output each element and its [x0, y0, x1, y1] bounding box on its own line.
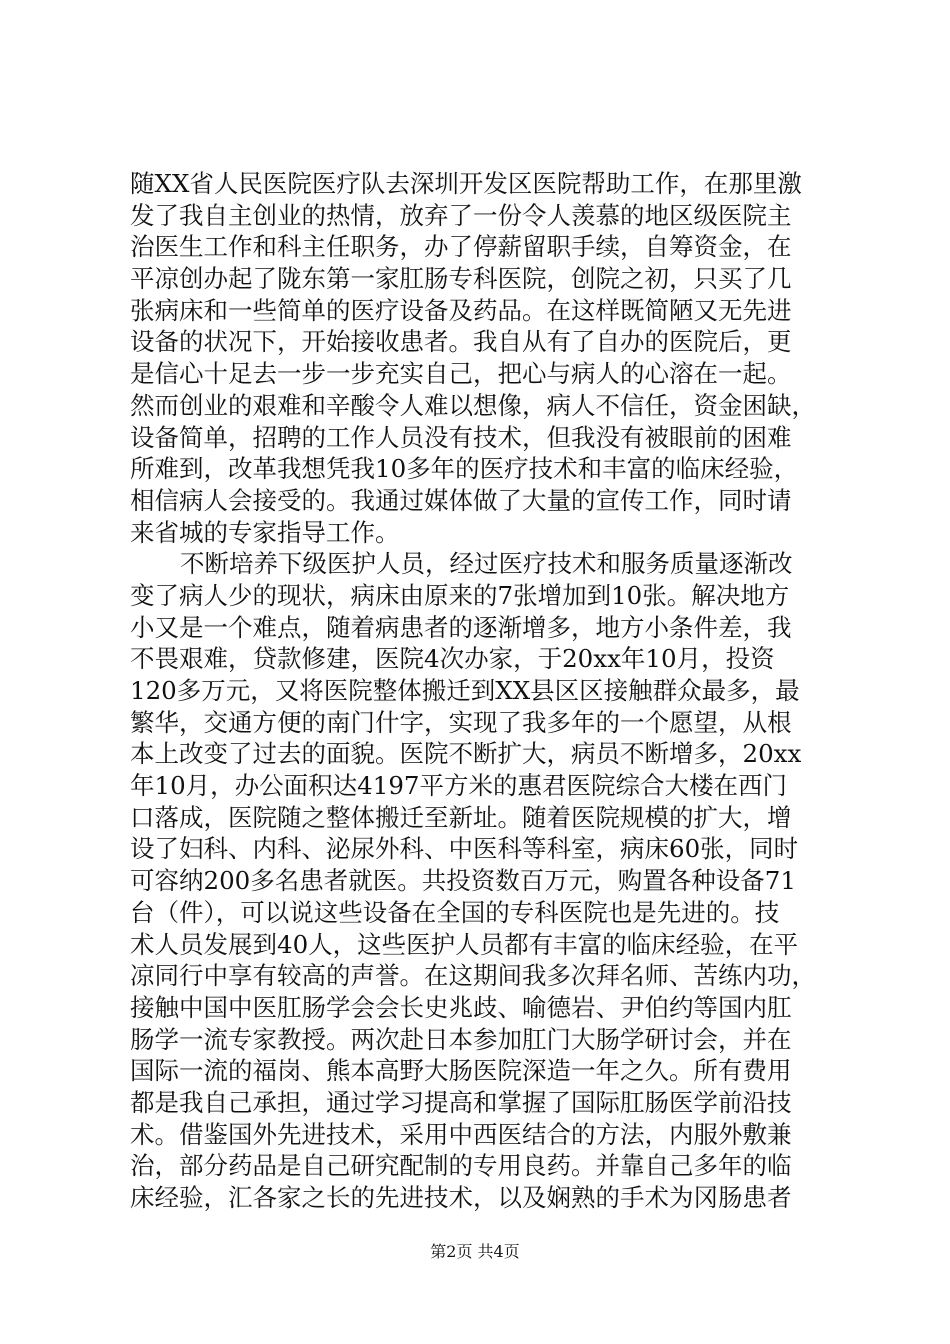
text-line: 小又是一个难点，随着病患者的逐渐增多，地方小条件差，我 [130, 612, 792, 642]
text-line: 接触中国中医肛肠学会会长史兆歧、喻德岩、尹伯约等国内肛 [130, 992, 792, 1022]
text-line: 发了我自主创业的热情，放弃了一份令人羡慕的地区级医院主 [130, 200, 792, 230]
text-line: 然而创业的艰难和辛酸令人难以想像，病人不信任，资金困缺， [130, 390, 816, 420]
text-line: 台（件），可以说这些设备在全国的专科医院也是先进的。技 [130, 897, 780, 927]
text-line: 可容纳200多名患者就医。共投资数百万元，购置各种设备71 [130, 866, 796, 896]
page-number-footer: 第2页 共4页 [430, 1242, 520, 1261]
body-text [130, 168, 830, 1214]
text-line: 治医生工作和科主任职务，办了停薪留职手续，自筹资金，在 [130, 232, 792, 262]
text-line: 术。借鉴国外先进技术，采用中西医结合的方法，内服外敷兼 [130, 1119, 792, 1149]
text-line: 来省城的专家指导工作。 [130, 517, 400, 547]
text-line: 设备的状况下，开始接收患者。我自从有了自办的医院后，更 [130, 327, 792, 357]
text-line: 随XX省人民医院医疗队去深圳开发区医院帮助工作，在那里激 [130, 169, 802, 198]
text-line: 都是我自己承担，通过学习提高和掌握了国际肛肠医学前沿技 [130, 1087, 792, 1117]
text-line: 肠学一流专家教授。两次赴日本参加肛门大肠学研讨会，并在 [130, 1024, 792, 1054]
text-line: 国际一流的福岗、熊本高野大肠医院深造一年之久。所有费用 [130, 1056, 792, 1086]
text-line: 治，部分药品是自己研究配制的专用良药。并靠自己多年的临 [130, 1151, 792, 1181]
text-line: 床经验，汇各家之长的先进技术，以及娴熟的手术为冈肠患者 [130, 1183, 792, 1212]
text-line: 120多万元，又将医院整体搬迁到XX县区区接触群众最多，最 [130, 676, 800, 705]
text-line: 设备简单，招聘的工作人员没有技术，但我没有被眼前的困难 [130, 422, 792, 452]
text-line: 平凉创办起了陇东第一家肛肠专科医院，创院之初，只买了几 [130, 264, 792, 294]
text-line: 不畏艰难，贷款修建，医院4次办家，于20xx年10月，投资 [130, 644, 775, 674]
text-line: 是信心十足去一步一步充实自己，把心与病人的心溶在一起。 [130, 359, 792, 389]
paragraph-first-line: 不断培养下级医护人员，经过医疗技术和服务质量逐渐改 [180, 549, 793, 579]
text-line: 设了妇科、内科、泌尿外科、中医科等科室，病床60张，同时 [130, 834, 799, 864]
text-line: 本上改变了过去的面貌。医院不断扩大，病员不断增多，20xx [130, 739, 802, 769]
text-line: 变了病人少的现状，病床由原来的7张增加到10张。解决地方 [130, 580, 790, 610]
text-line: 年10月，办公面积达4197平方米的惠君医院综合大楼在西门 [130, 771, 788, 801]
text-line: 凉同行中享有较高的声誉。在这期间我多次拜名师、苦练内功， [130, 961, 816, 991]
text-line: 所难到，改革我想凭我10多年的医疗技术和丰富的临床经验， [130, 454, 799, 484]
text-line: 口落成，医院随之整体搬迁至新址。随着医院规模的扩大，增 [130, 802, 792, 832]
text-line: 相信病人会接受的。我通过媒体做了大量的宣传工作，同时请 [130, 485, 792, 515]
text-line: 繁华，交通方便的南门什字，实现了我多年的一个愿望，从根 [130, 707, 792, 737]
text-line: 张病床和一些简单的医疗设备及药品。在这样既简陋又无先进 [130, 295, 792, 325]
text-line: 术人员发展到40人，这些医护人员都有丰富的临床经验，在平 [130, 929, 799, 959]
